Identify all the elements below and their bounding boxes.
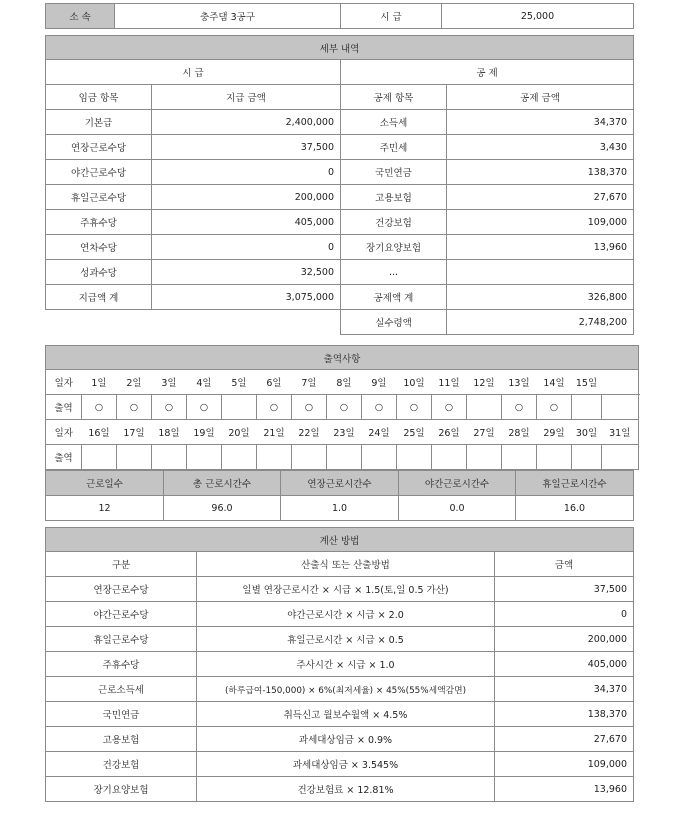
calc-amount: 0 [495, 602, 634, 627]
day-cell: 9일 [371, 378, 387, 389]
calc-row [46, 652, 634, 677]
ded-total-label: 공제액 계 [341, 285, 447, 310]
day-cell: 3일 [161, 378, 177, 389]
detail-table [45, 35, 634, 335]
calc-row [46, 677, 634, 702]
calc-header: 산출식 또는 산출방법 [197, 552, 495, 577]
ded-amount: 109,000 [447, 210, 634, 235]
net-pay-value: 2,748,200 [447, 310, 634, 335]
attendance-mark [222, 395, 257, 420]
ded-amount: 138,370 [447, 160, 634, 185]
detail-row [46, 235, 634, 260]
day-cell: 5일 [231, 378, 247, 389]
calc-formula: 주사시간 × 시급 × 1.0 [197, 652, 495, 677]
summary-value: 0.0 [399, 496, 516, 521]
pay-item: 휴일근로수당 [46, 185, 152, 210]
calc-item: 건강보험 [46, 752, 197, 777]
wage-label: 시 급 [341, 4, 442, 29]
day-cell: 16일 [88, 428, 110, 439]
mark-row-label: 출역 [46, 445, 82, 470]
attendance-mark: ○ [327, 395, 362, 420]
summary-value: 1.0 [281, 496, 399, 521]
mark-row-label: 출역 [46, 395, 82, 420]
day-cell: 27일 [473, 428, 495, 439]
ded-amount: 3,430 [447, 135, 634, 160]
calc-row [46, 602, 634, 627]
pay-amount: 0 [152, 160, 341, 185]
wage-value: 25,000 [442, 4, 634, 29]
day-row-2 [46, 420, 639, 445]
day-cell: 25일 [403, 428, 425, 439]
day-cell: 6일 [266, 378, 282, 389]
calc-item: 주휴수당 [46, 652, 197, 677]
detail-row [46, 260, 634, 285]
pay-item: 연차수당 [46, 235, 152, 260]
attendance-mark: ○ [537, 395, 572, 420]
day-cell: 19일 [193, 428, 215, 439]
attendance-mark: ○ [432, 395, 467, 420]
ded-item: 고용보험 [341, 185, 447, 210]
day-row-label: 일자 [46, 420, 82, 445]
attendance-mark: ○ [257, 395, 292, 420]
pay-item: 성과수당 [46, 260, 152, 285]
calc-amount: 27,670 [495, 727, 634, 752]
day-cell: 28일 [508, 428, 530, 439]
pay-amount: 0 [152, 235, 341, 260]
calc-item: 휴일근로수당 [46, 627, 197, 652]
calc-formula: 휴일근로시간 × 시급 × 0.5 [197, 627, 495, 652]
ded-item: 장기요양보험 [341, 235, 447, 260]
calc-formula: (하루급여-150,000) × 6%(최저세율) × 45%(55%세액감면) [197, 677, 495, 702]
net-pay-label: 실수령액 [341, 310, 447, 335]
day-cell: 12일 [473, 378, 495, 389]
attendance-mark: ○ [187, 395, 222, 420]
calc-row [46, 727, 634, 752]
summary-header: 휴일근로시간수 [516, 471, 634, 496]
calc-row [46, 702, 634, 727]
ded-amount: 34,370 [447, 110, 634, 135]
dept-value: 충주댐 3공구 [115, 4, 341, 29]
pay-amount: 2,400,000 [152, 110, 341, 135]
day-cell: 7일 [301, 378, 317, 389]
pay-amount: 32,500 [152, 260, 341, 285]
day-cell: 2일 [126, 378, 142, 389]
day-cell: 23일 [333, 428, 355, 439]
day-cell: 30일 [575, 428, 598, 439]
detail-total-row [46, 285, 634, 310]
day-cell: 1일 [91, 378, 107, 389]
day-row-label: 일자 [46, 370, 82, 395]
ded-item: 건강보험 [341, 210, 447, 235]
summary-value: 12 [46, 496, 164, 521]
day-cell: 31일 [602, 420, 639, 445]
attendance-mark: ○ [362, 395, 397, 420]
day-cell: 17일 [123, 428, 145, 439]
attendance-title: 출역사항 [46, 346, 639, 370]
calc-row [46, 777, 634, 802]
ded-col-amount: 공제 금액 [447, 85, 634, 110]
pay-col-item: 임금 항목 [46, 85, 152, 110]
day-cell: 4일 [196, 378, 212, 389]
top-info-table [45, 3, 634, 29]
calc-amount: 13,960 [495, 777, 634, 802]
day-cell: 11일 [438, 378, 460, 389]
ded-amount: 27,670 [447, 185, 634, 210]
pay-item: 연장근로수당 [46, 135, 152, 160]
ded-item: 국민연금 [341, 160, 447, 185]
calc-table [45, 527, 634, 802]
day-cell: 20일 [228, 428, 250, 439]
ded-amount: 13,960 [447, 235, 634, 260]
calc-formula: 과세대상임금 × 0.9% [197, 727, 495, 752]
attendance-mark: ○ [292, 395, 327, 420]
pay-amount: 405,000 [152, 210, 341, 235]
day-cell: 29일 [543, 428, 565, 439]
pay-amount: 37,500 [152, 135, 341, 160]
detail-row [46, 210, 634, 235]
calc-formula: 일별 연장근로시간 × 시급 × 1.5(토,일 0.5 가산) [197, 577, 495, 602]
mark-row-1 [46, 395, 639, 420]
day-cell: 21일 [263, 428, 285, 439]
ded-item: 주민세 [341, 135, 447, 160]
summary-header: 근로일수 [46, 471, 164, 496]
detail-row [46, 110, 634, 135]
dept-label: 소 속 [46, 4, 115, 29]
calc-title: 계산 방법 [46, 528, 634, 552]
attendance-table [45, 345, 639, 470]
attendance-summary-table [45, 470, 634, 521]
calc-row [46, 752, 634, 777]
calc-item: 근로소득세 [46, 677, 197, 702]
day-cell: 10일 [403, 378, 425, 389]
ded-item: 소득세 [341, 110, 447, 135]
summary-header: 연장근로시간수 [281, 471, 399, 496]
calc-formula: 야간근로시간 × 시급 × 2.0 [197, 602, 495, 627]
calc-item: 국민연금 [46, 702, 197, 727]
pay-total-label: 지급액 계 [46, 285, 152, 310]
attendance-mark: ○ [152, 395, 187, 420]
detail-row [46, 135, 634, 160]
attendance-mark [467, 395, 502, 420]
day-cell: 15일 [575, 378, 598, 389]
day-cell: 24일 [368, 428, 390, 439]
summary-header: 야간근로시간수 [399, 471, 516, 496]
summary-header: 총 근로시간수 [164, 471, 281, 496]
calc-formula: 건강보험료 × 12.81% [197, 777, 495, 802]
calc-formula: 취득신고 월보수월액 × 4.5% [197, 702, 495, 727]
mark-row-2 [46, 445, 639, 470]
calc-header: 구분 [46, 552, 197, 577]
pay-total: 3,075,000 [152, 285, 341, 310]
pay-item: 주휴수당 [46, 210, 152, 235]
ded-item: ... [341, 260, 447, 285]
deduction-header: 공 제 [341, 60, 634, 85]
ded-amount [447, 260, 634, 285]
pay-header: 시 급 [46, 60, 341, 85]
day-cell: 26일 [438, 428, 460, 439]
pay-item: 기본급 [46, 110, 152, 135]
pay-col-amount: 지급 금액 [152, 85, 341, 110]
day-cell: 8일 [336, 378, 352, 389]
day-cell: 22일 [298, 428, 320, 439]
calc-row [46, 577, 634, 602]
day-row-1 [46, 370, 639, 395]
calc-item: 고용보험 [46, 727, 197, 752]
calc-amount: 405,000 [495, 652, 634, 677]
calc-item: 장기요양보험 [46, 777, 197, 802]
summary-value: 96.0 [164, 496, 281, 521]
ded-col-item: 공제 항목 [341, 85, 447, 110]
attendance-mark: ○ [397, 395, 432, 420]
attendance-mark: ○ [117, 395, 152, 420]
calc-amount: 37,500 [495, 577, 634, 602]
calc-formula: 과세대상임금 × 3.545% [197, 752, 495, 777]
calc-amount: 200,000 [495, 627, 634, 652]
pay-amount: 200,000 [152, 185, 341, 210]
summary-value: 16.0 [516, 496, 634, 521]
calc-row [46, 627, 634, 652]
calc-item: 야간근로수당 [46, 602, 197, 627]
ded-total: 326,800 [447, 285, 634, 310]
pay-item: 야간근로수당 [46, 160, 152, 185]
detail-row [46, 160, 634, 185]
calc-amount: 34,370 [495, 677, 634, 702]
calc-header: 금액 [495, 552, 634, 577]
calc-amount: 109,000 [495, 752, 634, 777]
detail-row [46, 185, 634, 210]
day-cell: 14일 [543, 378, 565, 389]
calc-item: 연장근로수당 [46, 577, 197, 602]
attendance-mark: ○ [82, 395, 117, 420]
day-cell: 18일 [158, 428, 180, 439]
calc-amount: 138,370 [495, 702, 634, 727]
attendance-mark: ○ [502, 395, 537, 420]
day-cell: 13일 [508, 378, 530, 389]
attendance-mark [572, 395, 602, 420]
detail-title: 세부 내역 [46, 36, 634, 60]
